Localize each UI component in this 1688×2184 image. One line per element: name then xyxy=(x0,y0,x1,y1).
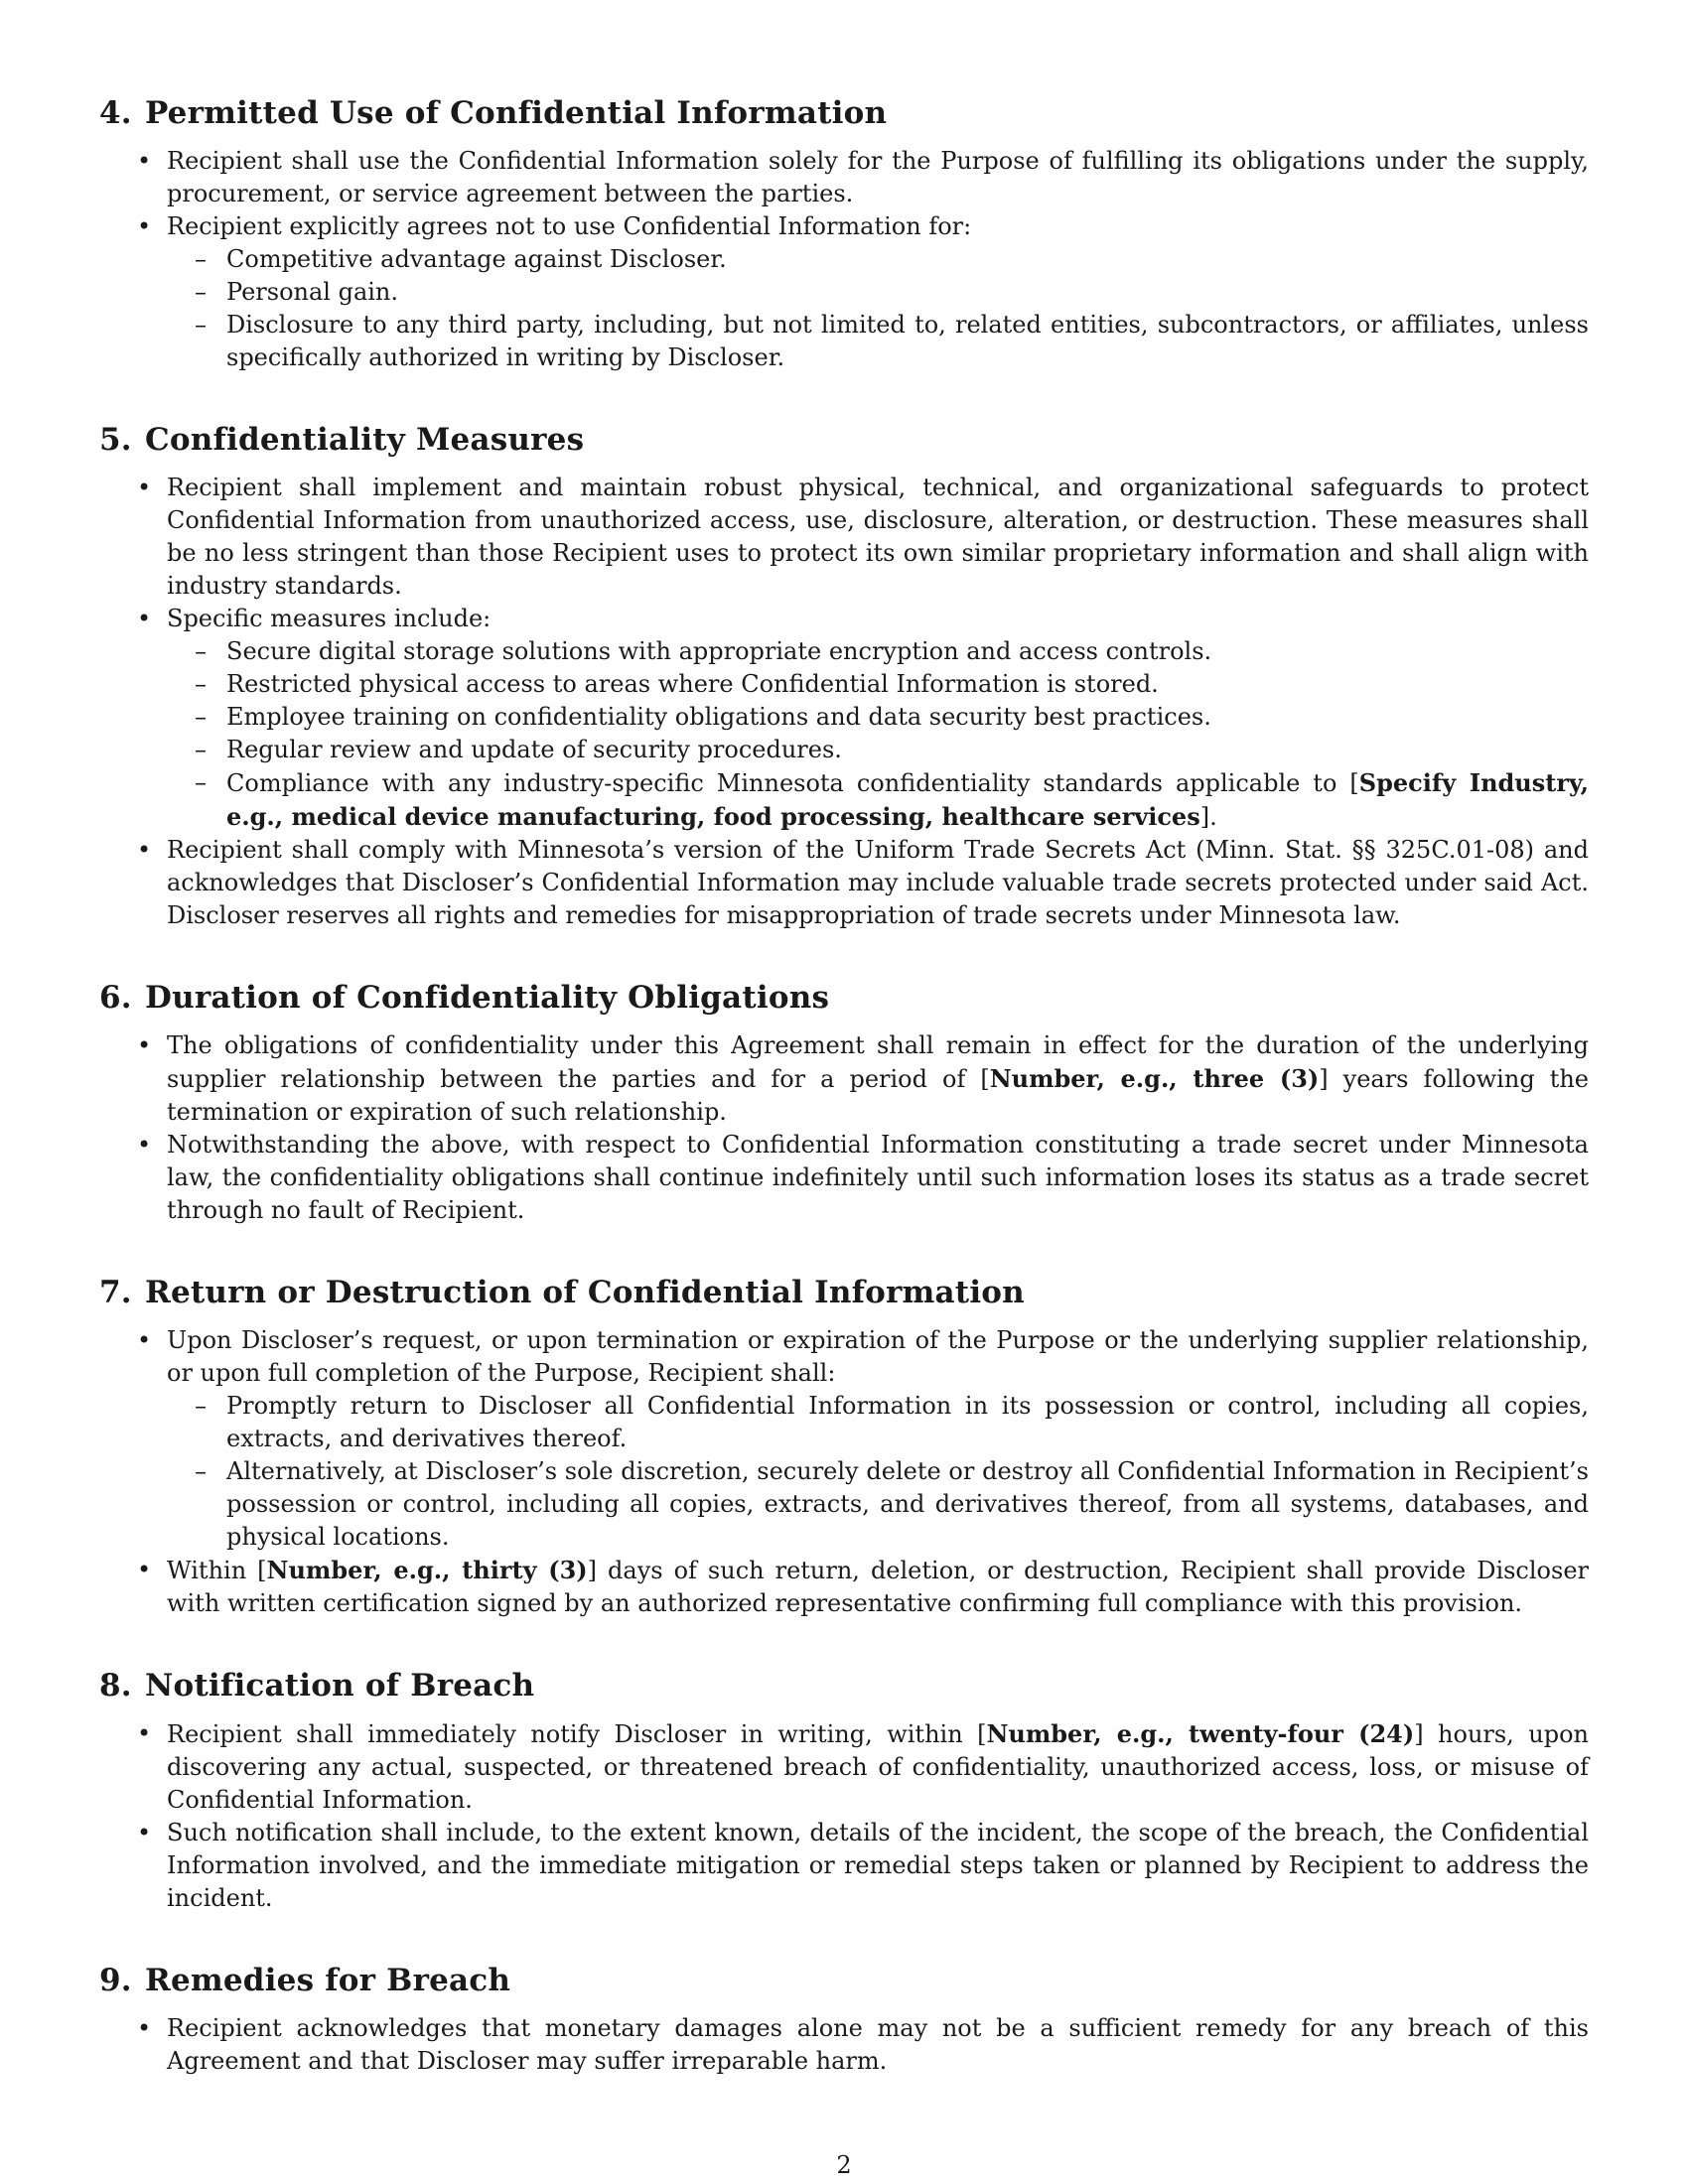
sub-list-item: – Employee training on confidentiality obligations and data security best practices. xyxy=(226,701,1589,734)
section-number: 4. xyxy=(99,95,132,131)
sub-list-item: – Alternatively, at Discloser’s sole discretion, securely delete or destroy all Confidential Information in Recipient’s possession or control, including all copies, extracts, and derivatives thereof, from all systems, databases, and physical locations. xyxy=(226,1455,1589,1554)
section-title: Confidentiality Measures xyxy=(145,422,585,458)
section-title: Remedies for Breach xyxy=(145,1963,511,1998)
list-item xyxy=(167,603,1589,834)
section-number: 6. xyxy=(99,980,132,1016)
bullet-list xyxy=(99,1717,1589,1915)
sub-list-item: – Restricted physical access to areas where Confidential Information is stored. xyxy=(226,668,1589,701)
bullet-list xyxy=(99,145,1589,374)
list-item xyxy=(167,1717,1589,1817)
list-item: • Recipient acknowledges that monetary damages alone may not be a sufficient remedy for any breach of this Agreement and that Discloser may suffer irreparable harm. xyxy=(167,2012,1589,2078)
page-number: 2 xyxy=(836,2151,852,2179)
text-run: Within [ xyxy=(167,1557,267,1584)
list-item: • Such notification shall include, to the extent known, details of the incident, the scope of the breach, the Confidential Information involved, and the immediate mitigation or remedial steps taken or planned by Recipient to address the incident. xyxy=(167,1817,1589,1915)
section-heading xyxy=(99,420,1589,460)
section-9 xyxy=(99,1961,1589,2078)
text-run: ] years following the termination or expiration of such relationship. xyxy=(167,1065,1589,1126)
sub-list xyxy=(167,635,1589,834)
placeholder-text: Specify Industry, e.g., medical device manufacturing, food processing, healthcare services xyxy=(226,768,1589,831)
list-item: • Recipient shall implement and maintain robust physical, technical, and organizational safeguards to protect Confidential Information from unauthorized access, use, disclosure, alteration, or destruction. These measures shall be no less stringent than those Recipient uses to protect its own similar proprietary information and shall align with industry standards. xyxy=(167,472,1589,603)
section-number: 9. xyxy=(99,1963,132,1998)
section-number: 5. xyxy=(99,422,132,458)
list-item xyxy=(167,1554,1589,1620)
section-heading xyxy=(99,93,1589,133)
section-heading xyxy=(99,1666,1589,1706)
list-item: • Recipient shall use the Confidential Information solely for the Purpose of fulfilling its obligations under the supply, procurement, or service agreement between the parties. xyxy=(167,145,1589,210)
section-title: Notification of Breach xyxy=(145,1668,535,1704)
text-run: Compliance with any industry-specific Minnesota confidentiality standards applicable to [ xyxy=(226,769,1359,797)
text-run: ] days of such return, deletion, or destruction, Recipient shall provide Discloser with written certification signed by an authorized representative confirming full compliance with this provision. xyxy=(167,1557,1589,1617)
list-item-text: Upon Discloser’s request, or upon termination or expiration of the Purpose or the underlying supplier relationship, or upon full completion of the Purpose, Recipient shall: xyxy=(167,1326,1589,1387)
list-item: • Notwithstanding the above, with respect to Confidential Information constituting a trade secret under Minnesota law, the confidentiality obligations shall continue indefinitely until such information loses its status as a trade secret through no fault of Recipient. xyxy=(167,1129,1589,1227)
list-item: • Recipient shall comply with Minnesota’s version of the Uniform Trade Secrets Act (Minn. Stat. §§ 325C.01-08) and acknowledges that Discloser’s Confidential Information may include valuable trade secrets protected under said Act. Discloser reserves all rights and remedies for misappropriation of trade secrets under Minnesota law. xyxy=(167,834,1589,932)
sub-list-item: – Competitive advantage against Discloser. xyxy=(226,243,1589,276)
sub-list-item: – Disclosure to any third party, including, but not limited to, related entities, subcontractors, or affiliates, unless specifically authorized in writing by Discloser. xyxy=(226,309,1589,374)
list-item xyxy=(167,1324,1589,1554)
section-5 xyxy=(99,420,1589,932)
sub-list-item: – Promptly return to Discloser all Confidential Information in its possession or control, including all copies, extracts, and derivatives thereof. xyxy=(226,1390,1589,1455)
document-page xyxy=(99,93,1589,2123)
sub-list-item: – Secure digital storage solutions with appropriate encryption and access controls. xyxy=(226,635,1589,668)
placeholder-text: Number, e.g., twenty-four (24) xyxy=(986,1719,1415,1748)
section-number: 8. xyxy=(99,1668,132,1704)
section-6 xyxy=(99,978,1589,1227)
section-title: Duration of Confidentiality Obligations xyxy=(145,980,830,1016)
section-heading xyxy=(99,978,1589,1018)
bullet-list xyxy=(99,1324,1589,1620)
text-run: Recipient shall immediately notify Discloser in writing, within [ xyxy=(167,1720,987,1748)
sub-list xyxy=(167,243,1589,374)
section-title: Return or Destruction of Confidential Information xyxy=(145,1275,1025,1310)
section-heading xyxy=(99,1961,1589,2000)
list-item-text: Recipient explicitly agrees not to use Confidential Information for: xyxy=(167,212,972,240)
text-run: ]. xyxy=(1199,803,1217,831)
bullet-list xyxy=(99,1029,1589,1227)
list-item-text: Specific measures include: xyxy=(167,605,492,632)
list-item xyxy=(167,210,1589,374)
sub-list-item: – Regular review and update of security procedures. xyxy=(226,734,1589,766)
list-item xyxy=(167,1029,1589,1129)
sub-list-item: – Personal gain. xyxy=(226,276,1589,309)
placeholder-text: Number, e.g., three (3) xyxy=(989,1064,1320,1093)
text-run: ] hours, upon discovering any actual, suspected, or threatened breach of confidentiality, unauthorized access, loss, or misuse of Confidential Information. xyxy=(167,1720,1589,1814)
section-number: 7. xyxy=(99,1275,132,1310)
section-8 xyxy=(99,1666,1589,1915)
section-heading xyxy=(99,1273,1589,1312)
section-4 xyxy=(99,93,1589,374)
text-run: The obligations of confidentiality under this Agreement shall remain in effect for the duration of the underlying supplier relationship between the parties and for a period of [ xyxy=(167,1031,1589,1093)
bullet-list xyxy=(99,472,1589,932)
placeholder-text: Number, e.g., thirty (3) xyxy=(266,1556,588,1584)
bullet-list xyxy=(99,2012,1589,2078)
section-7 xyxy=(99,1273,1589,1620)
sub-list-item xyxy=(226,766,1589,834)
sub-list xyxy=(167,1390,1589,1554)
section-title: Permitted Use of Confidential Information xyxy=(145,95,888,131)
